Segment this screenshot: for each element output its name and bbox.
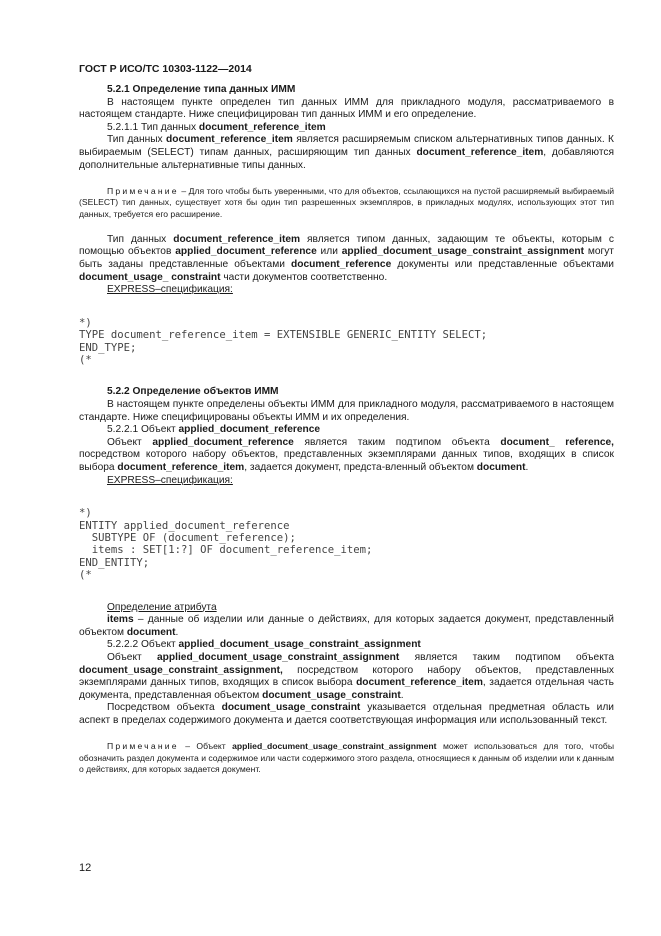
standard-header: ГОСТ Р ИСО/ТС 10303-1122—2014 [79, 63, 252, 75]
page-content [79, 84, 614, 775]
express-spec-label: EXPRESS–спецификация: [107, 474, 233, 486]
attribute-definition: items – данные об изделии или данные о действиях, для которых задается документ, представленный объектом document. [79, 614, 614, 638]
note: Примечание – Объект applied_document_usage_constraint_assignment может использоваться для того, чтобы обозначить раздел документа и содержимое или части содержимого этого раздела, относящиеся к данным об изделии или к данным о действиях, для которых задается документ. [79, 741, 614, 774]
note: Примечание – Для того чтобы быть уверенными, что для объектов, ссылающихся на пустой расширяемый выбираемый (SELECT) тип данных, существует хотя бы один тип разрешенных экземпляров, в прикладных модулях, использующих этот тип данных, требуется его расширение. [79, 186, 614, 219]
subsection-heading-5-2-2-1: 5.2.2.1 Объект applied_document_reference [107, 424, 321, 436]
paragraph: Посредством объекта document_usage_constraint указывается отдельная предметная область или аспект в пределах содержимого документа и дается соответствующая информация или использованный текст. [79, 702, 614, 726]
express-code-block: *) TYPE document_reference_item = EXTENSIBLE GENERIC_ENTITY SELECT; END_TYPE; (* [79, 316, 488, 366]
subsection-heading-5-2-1-1: 5.2.1.1 Тип данных document_reference_item [107, 121, 326, 133]
section-heading-5-2-2: 5.2.2 Определение объектов ИММ [107, 386, 279, 398]
paragraph: В настоящем пункте определен тип данных ИММ для прикладного модуля, рассматриваемого в настоящем стандарте. Ниже специфицирован тип данных ИММ и его определение. [79, 96, 614, 121]
paragraph: В настоящем пункте определены объекты ИММ для прикладного модуля, рассматриваемого в настоящем стандарте. Ниже специфицированы объекты ИММ и их определения. [79, 398, 614, 423]
section-heading-5-2-1: 5.2.1 Определение типа данных ИММ [107, 84, 296, 95]
paragraph: Объект applied_document_usage_constraint_assignment является таким подтипом объекта document_usage_constraint_assignment, посредством которого набору объектов, представленных экземплярами данных типов, входящих в список выбора document_reference_item, задается отдельная часть документа, представленная объектом document_usage_constraint. [79, 651, 614, 701]
paragraph: Объект applied_document_reference является таким подтипом объекта document_ reference, посредством которого набору объектов, представленных экземплярами данных типов, входящих в список выбора document_reference_item, задается документ, предста-вленный объектом document. [79, 436, 614, 473]
express-code-block: *) ENTITY applied_document_reference SUBTYPE OF (document_reference); items : SET[1:?] OF document_reference_item; END_ENTITY; (* [79, 507, 373, 582]
paragraph: Тип данных document_reference_item является расширяемым списком альтернативных типов данных. К выбираемым (SELECT) типам данных, расширяющим тип данных document_reference_item, добавляются дополнительные альтернативные типы данных. [79, 134, 614, 171]
subsection-heading-5-2-2-2: 5.2.2.2 Объект applied_document_usage_constraint_assignment [107, 639, 421, 651]
express-spec-label: EXPRESS–спецификация: [107, 284, 233, 296]
paragraph: Тип данных document_reference_item является типом данных, задающим те объекты, которым с помощью объектов applied_document_reference или applied_document_usage_constraint_assignment могут быть заданы представленные объектами document_reference документы или представленные объектами document_usage_ constraint части документов соответственно. [79, 233, 614, 283]
page-number: 12 [79, 862, 92, 874]
attribute-definition-heading: Определение атрибута [107, 601, 217, 613]
